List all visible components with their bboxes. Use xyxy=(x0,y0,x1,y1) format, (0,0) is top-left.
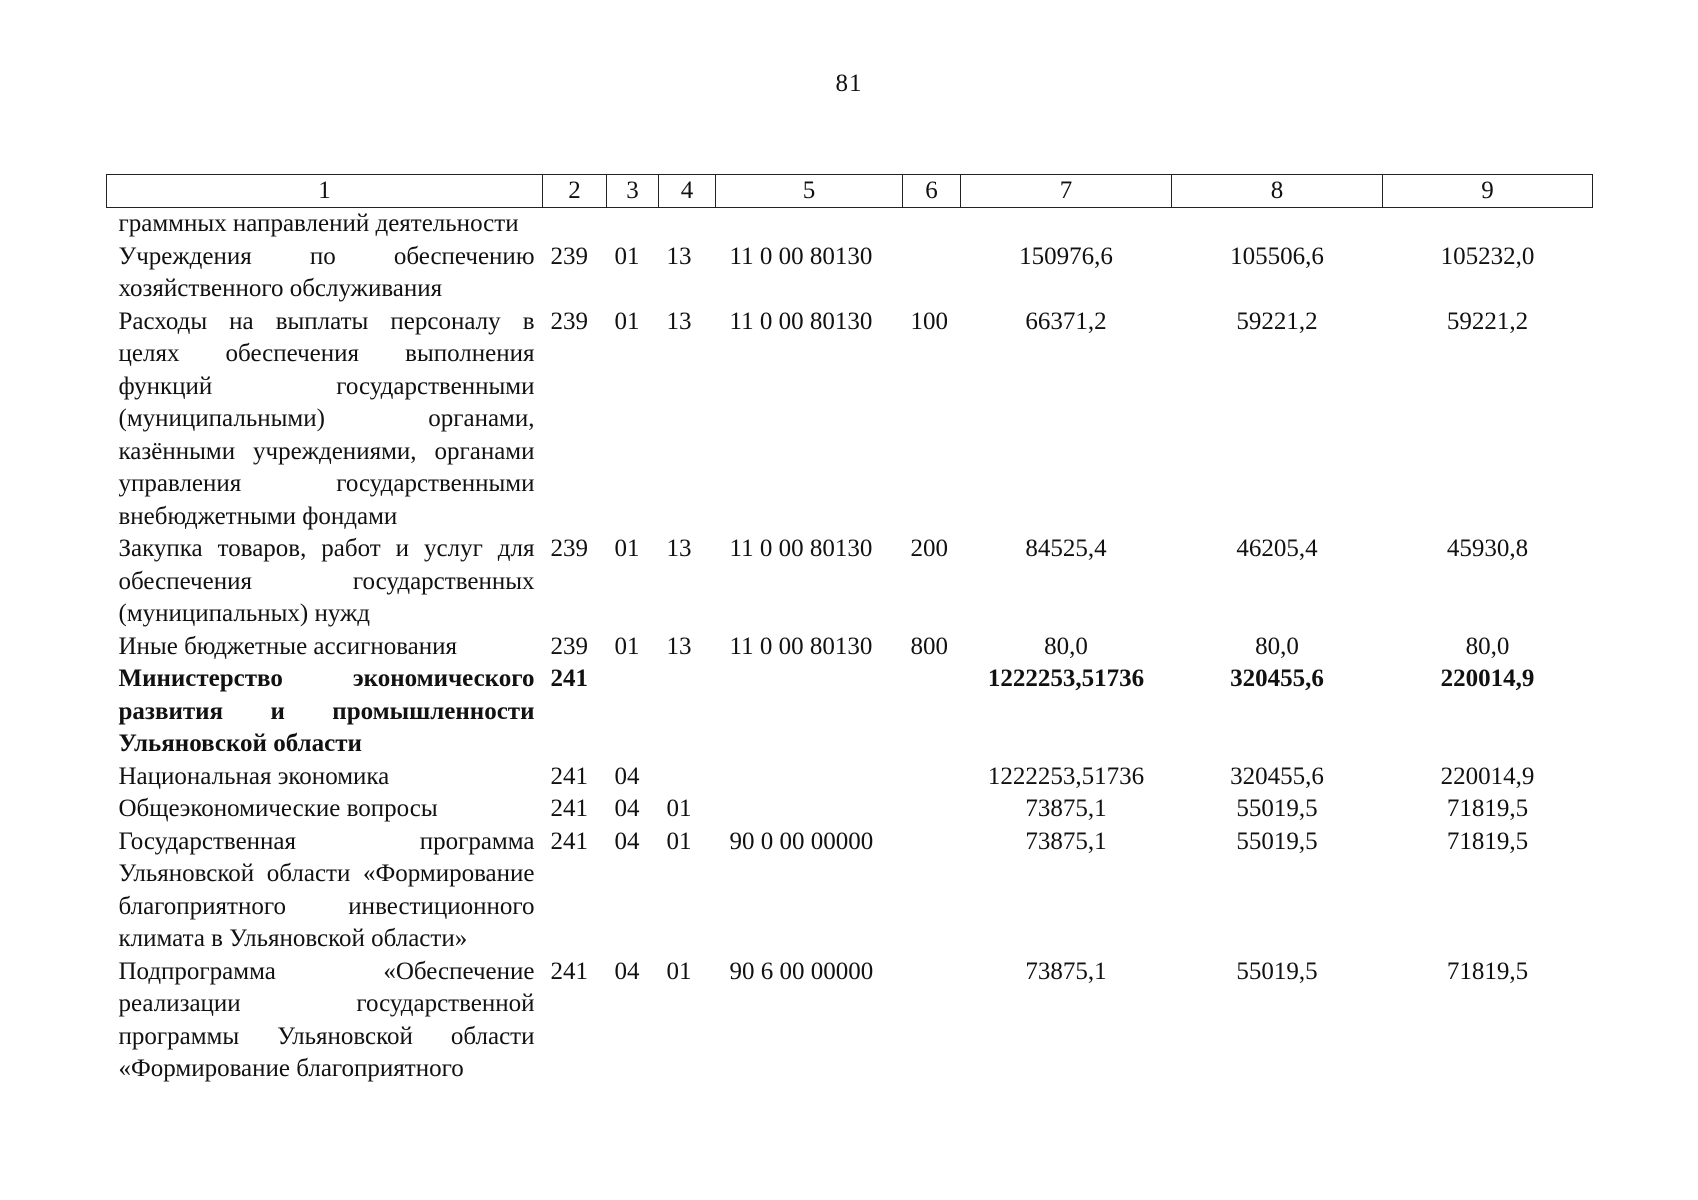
row-description: Национальная экономика xyxy=(118,762,390,790)
row-rz-code: 01 xyxy=(614,632,640,660)
row-csr-code: 11 0 00 80130 xyxy=(729,307,873,335)
row-value-col9: 71819,5 xyxy=(1446,827,1529,855)
header-col-9: 9 xyxy=(1383,175,1593,208)
row-csr-code xyxy=(716,663,903,761)
row-csr-code xyxy=(716,761,903,794)
header-col-7: 7 xyxy=(961,175,1172,208)
row-csr-code xyxy=(716,208,903,241)
row-value-col7: 84525,4 xyxy=(1025,535,1107,562)
row-value-col8: 55019,5 xyxy=(1236,795,1318,822)
row-rz-code: 04 xyxy=(614,762,640,790)
table-row xyxy=(107,306,1593,534)
row-gr-code: 239 xyxy=(550,535,588,562)
row-rz-code: 04 xyxy=(614,827,640,855)
row-gr-code: 239 xyxy=(550,632,588,660)
row-gr-code: 241 xyxy=(550,762,588,790)
row-value-col7: 1222253,51736 xyxy=(987,665,1145,692)
row-gr-code: 239 xyxy=(550,242,588,270)
row-value-col8: 55019,5 xyxy=(1236,957,1318,985)
row-vr-code xyxy=(903,761,961,794)
row-value-col8: 80,0 xyxy=(1255,632,1299,660)
row-value-col8: 59221,2 xyxy=(1236,307,1318,335)
row-vr-code xyxy=(903,826,961,956)
row-vr-code xyxy=(903,663,961,761)
row-value-col9: 220014,9 xyxy=(1440,665,1535,692)
header-col-2: 2 xyxy=(543,175,607,208)
row-pr-code: 13 xyxy=(666,307,692,335)
table-row xyxy=(107,631,1593,664)
table-header xyxy=(107,175,1593,208)
row-gr-code xyxy=(543,208,607,241)
row-value-col8: 55019,5 xyxy=(1236,827,1318,855)
row-vr-code xyxy=(903,241,961,306)
row-value-col8 xyxy=(1172,208,1383,241)
row-value-col9: 220014,9 xyxy=(1440,762,1535,790)
row-pr-code xyxy=(659,208,716,241)
header-col-4: 4 xyxy=(659,175,716,208)
row-vr-code: 100 xyxy=(910,307,948,335)
row-csr-code: 90 6 00 00000 xyxy=(729,957,874,985)
row-csr-code xyxy=(716,793,903,826)
row-value-col7: 1222253,51736 xyxy=(987,762,1145,790)
row-rz-code: 01 xyxy=(614,307,640,335)
row-gr-code: 241 xyxy=(550,827,588,855)
row-value-col8: 320455,6 xyxy=(1230,762,1324,790)
table-row xyxy=(107,533,1593,631)
row-csr-code: 11 0 00 80130 xyxy=(729,632,873,660)
row-pr-code xyxy=(659,761,716,794)
table-row xyxy=(107,761,1593,794)
row-csr-code: 90 0 00 00000 xyxy=(729,827,874,855)
row-gr-code: 241 xyxy=(550,795,588,822)
table-body xyxy=(107,208,1593,1086)
row-rz-code: 01 xyxy=(614,242,640,270)
row-pr-code: 13 xyxy=(666,632,692,660)
budget-table xyxy=(106,174,1593,1086)
row-value-col9: 105232,0 xyxy=(1440,242,1535,270)
row-gr-code: 239 xyxy=(550,307,588,335)
row-description: Министерство экономического развития и промышленности Ульяновской области xyxy=(118,665,535,757)
page-number: 81 xyxy=(835,70,863,97)
row-value-col7: 150976,6 xyxy=(1019,242,1113,270)
row-vr-code xyxy=(903,956,961,1086)
row-value-col7: 73875,1 xyxy=(1025,827,1107,855)
table-row xyxy=(107,956,1593,1086)
table-row xyxy=(107,826,1593,956)
row-description: Закупка товаров, работ и услуг для обеспечения государственных (муниципальных) нужд xyxy=(118,535,535,627)
row-value-col7: 66371,2 xyxy=(1025,307,1107,335)
row-description: граммных направлений деятельности xyxy=(118,210,519,237)
row-value-col9: 71819,5 xyxy=(1446,957,1529,985)
header-col-5: 5 xyxy=(716,175,903,208)
row-rz-code: 04 xyxy=(614,795,640,822)
row-rz-code xyxy=(607,663,659,761)
header-col-1: 1 xyxy=(107,175,543,208)
table-row xyxy=(107,241,1593,306)
row-value-col7: 73875,1 xyxy=(1025,957,1107,985)
header-row xyxy=(107,175,1593,208)
row-description: Учреждения по обеспечению хозяйственного обслуживания xyxy=(118,242,535,302)
row-value-col7: 73875,1 xyxy=(1025,795,1107,822)
row-pr-code: 13 xyxy=(666,242,692,270)
row-value-col9: 80,0 xyxy=(1465,632,1510,660)
row-value-col7: 80,0 xyxy=(1044,632,1088,660)
table-row xyxy=(107,793,1593,826)
row-value-col7 xyxy=(961,208,1172,241)
row-description: Иные бюджетные ассигнования xyxy=(118,632,458,660)
row-value-col8: 46205,4 xyxy=(1236,535,1318,562)
row-rz-code: 04 xyxy=(614,957,640,985)
row-vr-code xyxy=(903,793,961,826)
row-description: Общеэкономические вопросы xyxy=(118,795,438,822)
row-description: Подпрограмма «Обеспечение реализации государственной программы Ульяновской области «Формирование благоприятного xyxy=(118,957,535,1082)
row-gr-code: 241 xyxy=(550,957,588,985)
row-value-col8: 105506,6 xyxy=(1230,242,1324,270)
row-value-col9: 71819,5 xyxy=(1446,795,1529,822)
header-col-6: 6 xyxy=(903,175,961,208)
row-csr-code: 11 0 00 80130 xyxy=(729,535,873,562)
row-value-col9 xyxy=(1383,208,1593,241)
row-pr-code: 01 xyxy=(666,957,692,985)
row-pr-code: 01 xyxy=(666,795,692,822)
row-value-col8: 320455,6 xyxy=(1230,665,1324,692)
row-value-col9: 59221,2 xyxy=(1446,307,1529,335)
row-rz-code xyxy=(607,208,659,241)
header-col-8: 8 xyxy=(1172,175,1383,208)
row-gr-code: 241 xyxy=(550,665,588,692)
row-vr-code: 200 xyxy=(910,535,948,562)
row-csr-code: 11 0 00 80130 xyxy=(729,242,873,270)
table-row xyxy=(107,663,1593,761)
row-pr-code xyxy=(659,663,716,761)
table-row xyxy=(107,208,1593,241)
row-description: Расходы на выплаты персоналу в целях обеспечения выполнения функций государственными (муниципальными) органами, казёнными учреждениями, органами управления государственными внебюджетными фондами xyxy=(118,307,535,530)
row-pr-code: 01 xyxy=(666,827,692,855)
row-description: Государственная программа Ульяновской области «Формирование благоприятного инвестиционного климата в Ульяновской области» xyxy=(118,827,535,952)
row-vr-code: 800 xyxy=(910,632,948,660)
row-pr-code: 13 xyxy=(666,535,692,562)
row-value-col9: 45930,8 xyxy=(1446,535,1529,562)
header-col-3: 3 xyxy=(607,175,659,208)
row-rz-code: 01 xyxy=(614,535,640,562)
row-vr-code xyxy=(903,208,961,241)
